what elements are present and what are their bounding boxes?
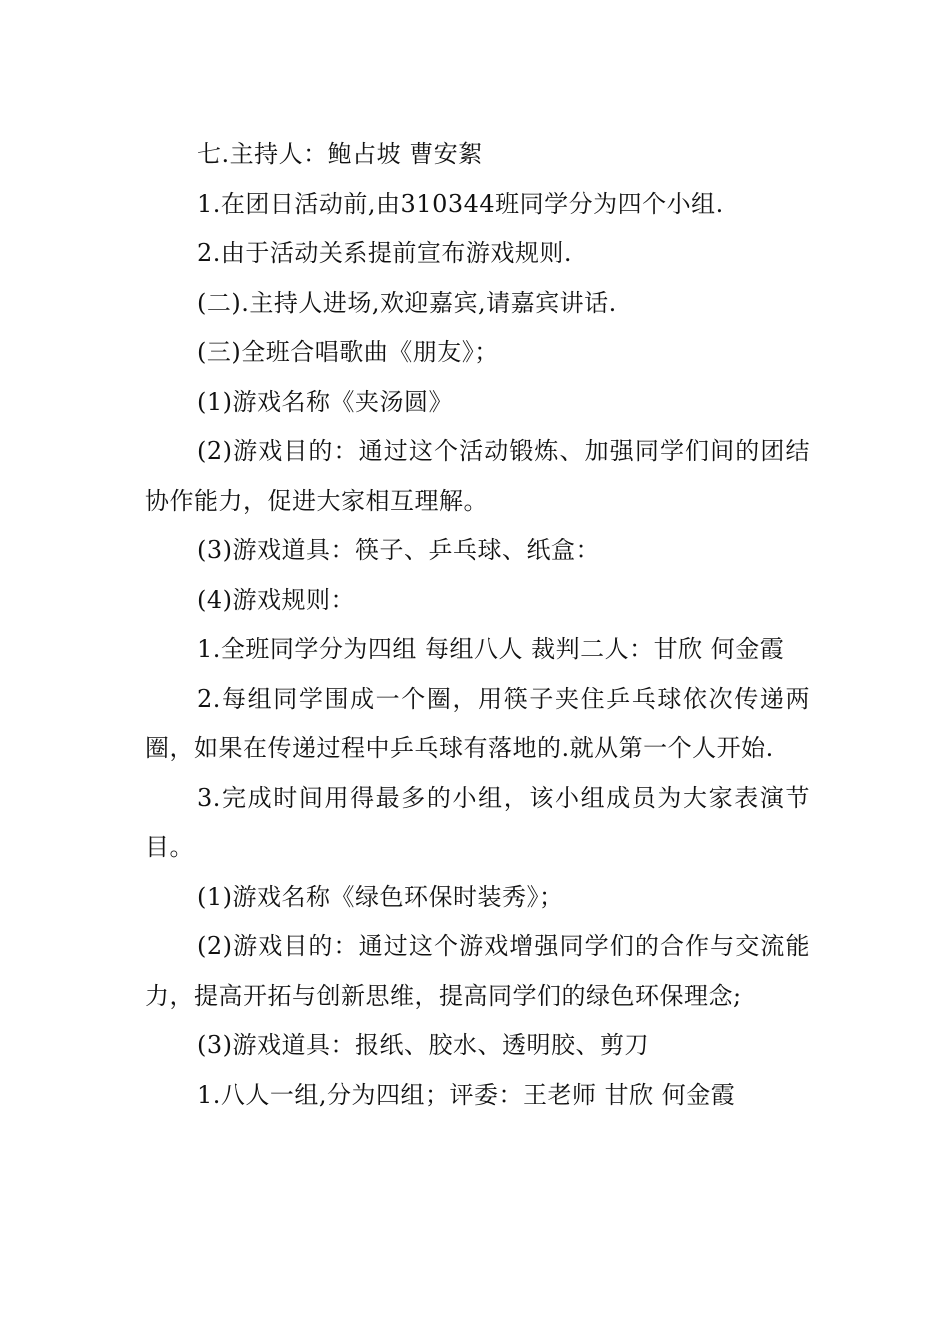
- paragraph-game1-purpose: (2)游戏目的：通过这个活动锻炼、加强同学们间的团结协作能力，促进大家相互理解。: [145, 437, 810, 515]
- paragraph-game2-rule-1: 1.八人一组,分为四组；评委：王老师 甘欣 何金霞: [197, 1080, 736, 1109]
- paragraph-game1-name: (1)游戏名称《夹汤圆》: [197, 387, 453, 416]
- paragraph-step-1: 1.在团日活动前,由310344班同学分为四个小组.: [197, 189, 724, 218]
- paragraph-game2-name: (1)游戏名称《绿色环保时装秀》；: [197, 882, 564, 911]
- paragraph-game1-props: (3)游戏道具：筷子、乒乓球、纸盒：: [197, 536, 600, 564]
- document-body: [145, 130, 810, 1120]
- paragraph-step-2: 2.由于活动关系提前宣布游戏规则.: [197, 239, 573, 267]
- paragraph-host: 七.主持人：鲍占坡 曹安絮: [197, 140, 483, 168]
- paragraph-game1-rule-3: 3.完成时间用得最多的小组，该小组成员为大家表演节目。: [145, 783, 810, 861]
- paragraph-game1-rule-2: 2.每组同学围成一个圈，用筷子夹住乒乓球依次传递两圈，如果在传递过程中乒乓球有落地的.就从第一个人开始.: [145, 684, 810, 762]
- paragraph-section-3: (三)全班合唱歌曲《朋友》；: [197, 338, 499, 366]
- paragraph-game2-purpose: (2)游戏目的：通过这个游戏增强同学们的合作与交流能力，提高开拓与创新思维，提高同学们的绿色环保理念;: [145, 932, 810, 1010]
- paragraph-game2-props: (3)游戏道具：报纸、胶水、透明胶、剪刀: [197, 1031, 649, 1059]
- paragraph-section-2: (二).主持人进场,欢迎嘉宾,请嘉宾讲话.: [197, 288, 617, 317]
- paragraph-game1-rules-heading: (4)游戏规则：: [197, 585, 355, 614]
- paragraph-game1-rule-1: 1.全班同学分为四组 每组八人 裁判二人：甘欣 何金霞: [197, 635, 785, 663]
